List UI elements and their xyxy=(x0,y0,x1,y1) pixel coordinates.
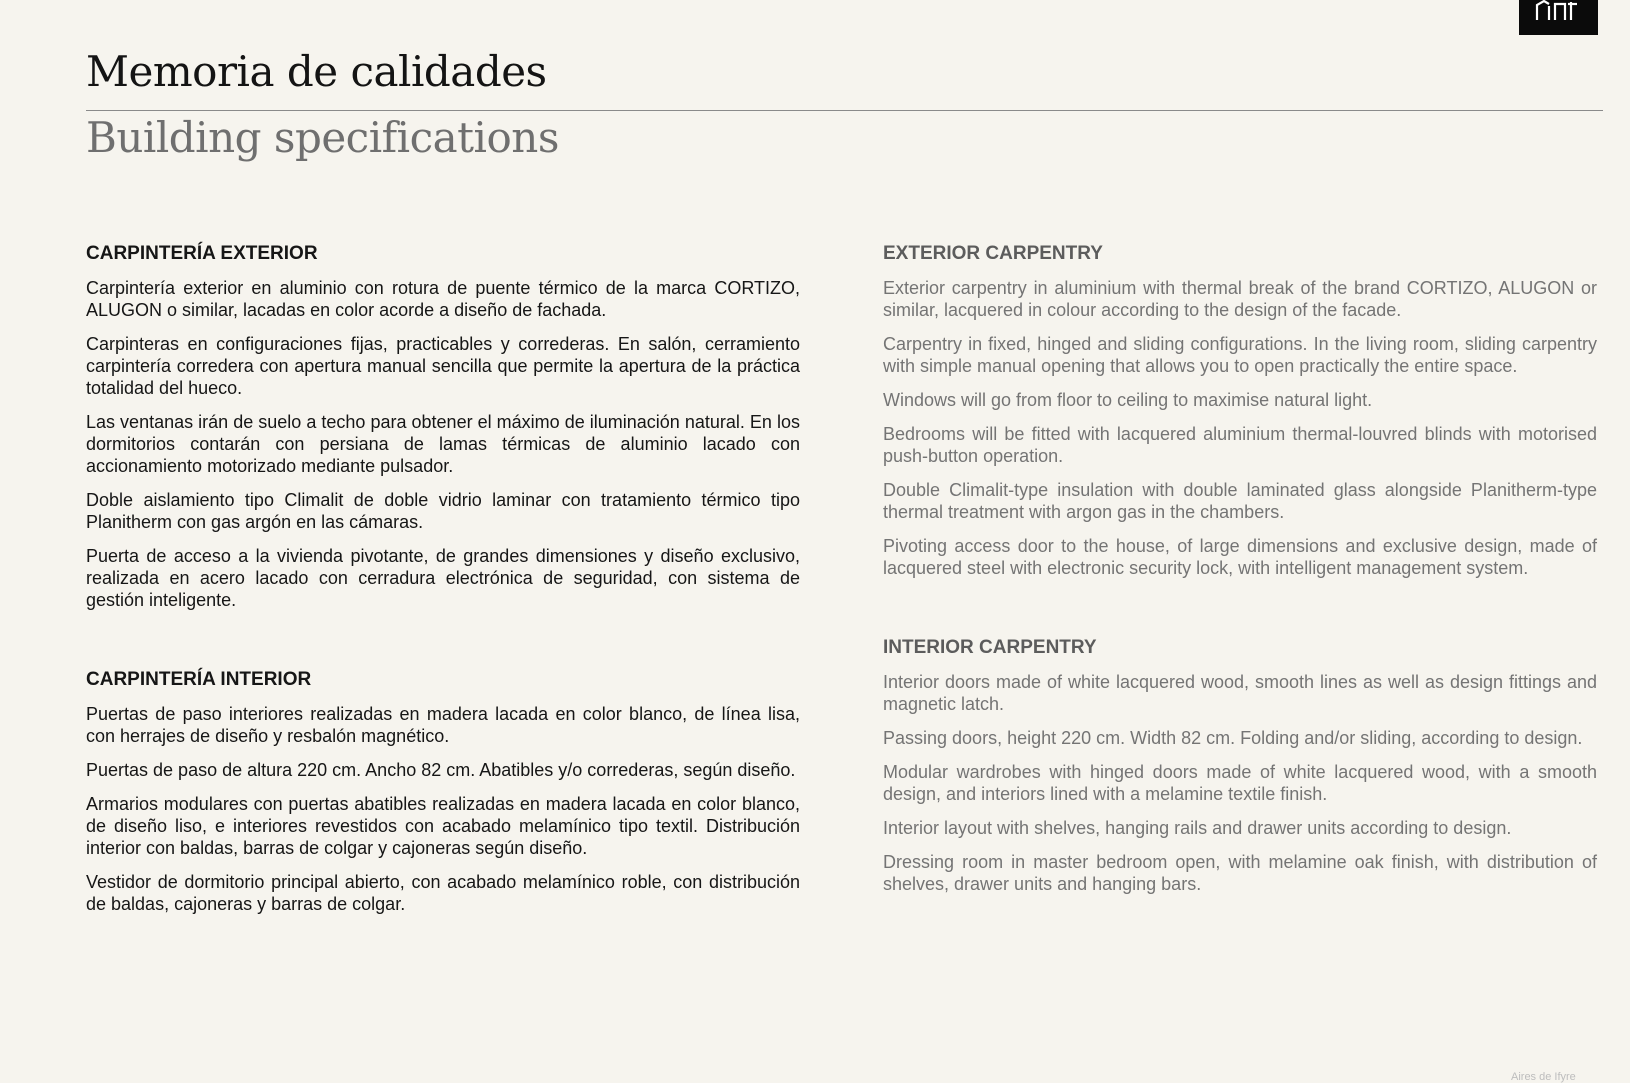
title-divider xyxy=(86,110,1603,111)
paragraph: Dressing room in master bedroom open, with melamine oak finish, with distribution of shelves, drawer units and hanging bars. xyxy=(883,852,1597,894)
paragraph: Carpentry in fixed, hinged and sliding configurations. In the living room, sliding carpentry with simple manual opening that allows you to open practically the entire space. xyxy=(883,334,1597,376)
paragraph: Windows will go from floor to ceiling to maximise natural light. xyxy=(883,390,1373,410)
spanish-column xyxy=(86,242,800,927)
paragraph: Doble aislamiento tipo Climalit de doble vidrio laminar con tratamiento térmico tipo Planitherm con gas argón en las cámaras. xyxy=(86,490,800,532)
paragraph: Pivoting access door to the house, of large dimensions and exclusive design, made of lacquered steel with electronic security lock, with intelligent management system. xyxy=(883,536,1597,578)
footer-brand-text: Aires de Ifyre xyxy=(1511,1071,1576,1083)
paragraph: Bedrooms will be fitted with lacquered aluminium thermal-louvred blinds with motorised push-button operation. xyxy=(883,424,1597,466)
section-exterior-en xyxy=(883,242,1597,579)
english-column xyxy=(883,242,1597,907)
paragraph: Carpinteras en configuraciones fijas, practicables y correderas. En salón, cerramiento carpintería corredera con apertura manual sencilla que permite la apertura de la práctica totalidad del hueco. xyxy=(86,334,800,398)
section-interior-es xyxy=(86,668,800,915)
paragraph: Puertas de paso de altura 220 cm. Ancho 82 cm. Abatibles y/o correderas, según diseño. xyxy=(86,760,796,780)
paragraph: Double Climalit-type insulation with double laminated glass alongside Planitherm-type thermal treatment with argon gas in the chambers. xyxy=(883,480,1597,522)
paragraph: Interior doors made of white lacquered wood, smooth lines as well as design fittings and magnetic latch. xyxy=(883,672,1597,714)
paragraph: Exterior carpentry in aluminium with thermal break of the brand CORTIZO, ALUGON or similar, lacquered in colour according to the design of the facade. xyxy=(883,278,1597,320)
paragraph: Vestidor de dormitorio principal abierto, con acabado melamínico roble, con distribución de baldas, cajoneras y barras de colgar. xyxy=(86,872,800,914)
paragraph: Interior layout with shelves, hanging rails and drawer units according to design. xyxy=(883,818,1512,838)
paragraph: Puertas de paso interiores realizadas en madera lacada en color blanco, de línea lisa, con herrajes de diseño y resbalón magnético. xyxy=(86,704,800,746)
section-heading: INTERIOR CARPENTRY xyxy=(883,637,1097,658)
section-heading: CARPINTERÍA EXTERIOR xyxy=(86,243,318,264)
paragraph: Armarios modulares con puertas abatibles realizadas en madera lacada en color blanco, de diseño liso, e interiores revestidos con acabado melamínico tipo textil. Distribución interior con baldas, barras de colgar y cajoneras según diseño. xyxy=(86,794,800,858)
section-interior-en xyxy=(883,636,1597,895)
section-exterior-es xyxy=(86,242,800,611)
brand-logo xyxy=(1519,0,1598,35)
paragraph: Passing doors, height 220 cm. Width 82 cm. Folding and/or sliding, according to design. xyxy=(883,728,1583,748)
paragraph: Modular wardrobes with hinged doors made of white lacquered wood, with a smooth design, and interiors lined with a melamine textile finish. xyxy=(883,762,1597,804)
paragraph: Carpintería exterior en aluminio con rotura de puente térmico de la marca CORTIZO, ALUGON o similar, lacadas en color acorde a diseño de fachada. xyxy=(86,278,800,320)
page-title: Memoria de calidades xyxy=(86,47,547,96)
section-heading: EXTERIOR CARPENTRY xyxy=(883,243,1103,264)
paragraph: Puerta de acceso a la vivienda pivotante, de grandes dimensiones y diseño exclusivo, realizada en acero lacado con cerradura electrónica de seguridad, con sistema de gestión inteligente. xyxy=(86,546,800,610)
section-heading: CARPINTERÍA INTERIOR xyxy=(86,669,312,690)
paragraph: Las ventanas irán de suelo a techo para obtener el máximo de iluminación natural. En los dormitorios contarán con persiana de lamas térmicas de aluminio lacado con accionamiento motorizado mediante pulsador. xyxy=(86,412,800,476)
brand-logo-icon xyxy=(1535,0,1581,20)
page-subtitle: Building specifications xyxy=(86,113,559,162)
